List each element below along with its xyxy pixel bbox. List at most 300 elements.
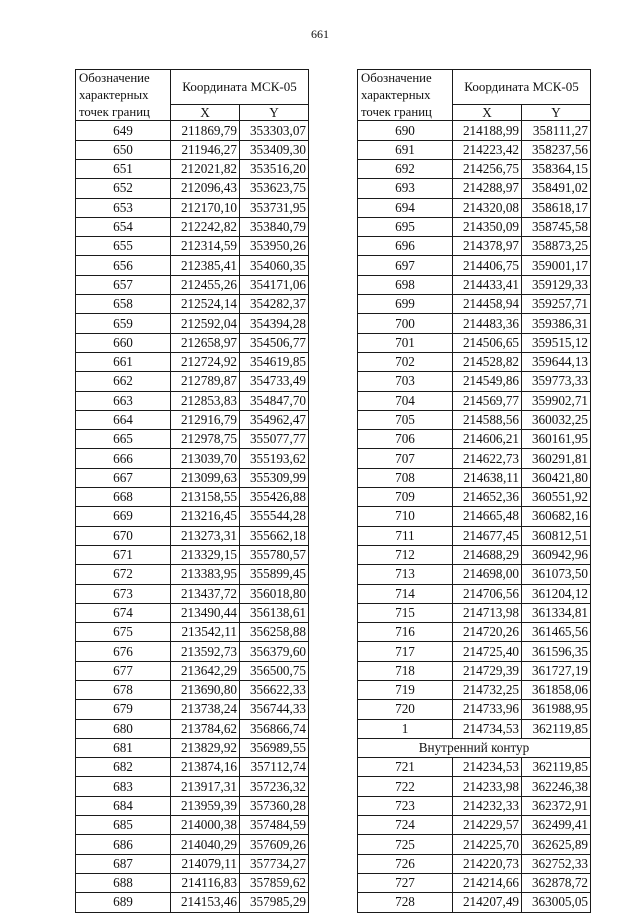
table-row: [358, 410, 591, 429]
coord-y: 358237,56: [522, 140, 591, 159]
coord-y: 356989,55: [240, 738, 309, 757]
coord-x: 214638,11: [453, 468, 522, 487]
coord-y: 355426,88: [240, 488, 309, 507]
point-number: 726: [358, 854, 453, 873]
point-number: 653: [76, 198, 171, 217]
point-number: 664: [76, 410, 171, 429]
point-number: 680: [76, 719, 171, 738]
coord-x: 212314,59: [171, 237, 240, 256]
coord-x: 214350,09: [453, 217, 522, 236]
coord-x: 214698,00: [453, 565, 522, 584]
table-row: [76, 217, 309, 236]
coord-y: 355899,45: [240, 565, 309, 584]
table-body-right: [358, 121, 591, 912]
coord-x: 214733,96: [453, 700, 522, 719]
point-number: 672: [76, 565, 171, 584]
point-number: 654: [76, 217, 171, 236]
coord-x: 213917,31: [171, 777, 240, 796]
coord-y: 357360,28: [240, 796, 309, 815]
coord-y: 355544,28: [240, 507, 309, 526]
coord-x: 214406,75: [453, 256, 522, 275]
coord-x: 214256,75: [453, 159, 522, 178]
coord-y: 361988,95: [522, 700, 591, 719]
point-number: 656: [76, 256, 171, 275]
point-number: 708: [358, 468, 453, 487]
coordinates-table-right: [357, 69, 591, 913]
coord-y: 361596,35: [522, 642, 591, 661]
coord-y: 360812,51: [522, 526, 591, 545]
point-number: 700: [358, 314, 453, 333]
point-number: 720: [358, 700, 453, 719]
coord-x: 211869,79: [171, 121, 240, 140]
point-number: 711: [358, 526, 453, 545]
table-row: [76, 526, 309, 545]
point-number: 683: [76, 777, 171, 796]
point-number: 721: [358, 758, 453, 777]
point-number: 677: [76, 661, 171, 680]
coord-x: 214214,66: [453, 873, 522, 892]
coord-x: 214232,33: [453, 796, 522, 815]
table-row: [358, 140, 591, 159]
page-number: 661: [311, 27, 329, 41]
coord-y: 362752,33: [522, 854, 591, 873]
point-number: 682: [76, 758, 171, 777]
point-number: 707: [358, 449, 453, 468]
coord-x: 213738,24: [171, 700, 240, 719]
table-row: [358, 256, 591, 275]
section-label-inner-contour: Внутренний контур: [358, 738, 591, 757]
table-row: [358, 700, 591, 719]
coord-y: 360161,95: [522, 430, 591, 449]
table-row: [76, 198, 309, 217]
point-number: 725: [358, 835, 453, 854]
point-number: 673: [76, 584, 171, 603]
point-number: 719: [358, 681, 453, 700]
coord-y: 353731,95: [240, 198, 309, 217]
coord-x: 213329,15: [171, 545, 240, 564]
coord-x: 214288,97: [453, 179, 522, 198]
coord-x: 214713,98: [453, 603, 522, 622]
coord-x: 212916,79: [171, 410, 240, 429]
table-row: [76, 893, 309, 912]
header-coordinate-system: Координата МСК-05: [171, 70, 309, 105]
point-number: 689: [76, 893, 171, 912]
table-row: [358, 352, 591, 371]
table-row: [76, 758, 309, 777]
coord-x: 214528,82: [453, 352, 522, 371]
table-row: [76, 796, 309, 815]
table-row: [358, 854, 591, 873]
coord-x: 214000,38: [171, 816, 240, 835]
point-number: 727: [358, 873, 453, 892]
header-point-label: Обозначение характерных точек границ: [76, 70, 171, 121]
coord-y: 360421,80: [522, 468, 591, 487]
coord-x: 214116,83: [171, 873, 240, 892]
coord-y: 361727,19: [522, 661, 591, 680]
point-number: 669: [76, 507, 171, 526]
coord-x: 212658,97: [171, 333, 240, 352]
point-number: 691: [358, 140, 453, 159]
coord-y: 362499,41: [522, 816, 591, 835]
table-row: [76, 700, 309, 719]
table-row: [76, 777, 309, 796]
coord-y: 354171,06: [240, 275, 309, 294]
coord-y: 354619,85: [240, 352, 309, 371]
coord-y: 358618,17: [522, 198, 591, 217]
coord-x: 214040,29: [171, 835, 240, 854]
header-point-label: Обозначение характерных точек границ: [358, 70, 453, 121]
coord-y: 356379,60: [240, 642, 309, 661]
coord-x: 214549,86: [453, 372, 522, 391]
coord-x: 214665,48: [453, 507, 522, 526]
table-row: [76, 314, 309, 333]
table-row: [76, 719, 309, 738]
table-row: [358, 449, 591, 468]
point-number: 709: [358, 488, 453, 507]
point-number: 668: [76, 488, 171, 507]
coord-y: 361465,56: [522, 623, 591, 642]
coord-y: 357112,74: [240, 758, 309, 777]
point-number: 695: [358, 217, 453, 236]
point-number: 675: [76, 623, 171, 642]
coord-y: 359644,13: [522, 352, 591, 371]
coord-x: 214234,53: [453, 758, 522, 777]
table-row: [358, 372, 591, 391]
point-number: 678: [76, 681, 171, 700]
coord-y: 362246,38: [522, 777, 591, 796]
coord-y: 361858,06: [522, 681, 591, 700]
coord-y: 353840,79: [240, 217, 309, 236]
header-coordinate-system: Координата МСК-05: [453, 70, 591, 105]
coord-y: 353623,75: [240, 179, 309, 198]
table-row: [76, 642, 309, 661]
coord-x: 212455,26: [171, 275, 240, 294]
table-row: [76, 738, 309, 757]
table-row: [76, 816, 309, 835]
coord-x: 213490,44: [171, 603, 240, 622]
coord-y: 359902,71: [522, 391, 591, 410]
coord-x: 212724,92: [171, 352, 240, 371]
coord-y: 356622,33: [240, 681, 309, 700]
coord-y: 362119,85: [522, 719, 591, 738]
coord-y: 357484,59: [240, 816, 309, 835]
table-row: [358, 198, 591, 217]
coord-x: 214734,53: [453, 719, 522, 738]
coord-y: 355193,62: [240, 449, 309, 468]
table-row: [76, 430, 309, 449]
table-row: [358, 777, 591, 796]
coord-x: 214233,98: [453, 777, 522, 796]
point-number: 1: [358, 719, 453, 738]
point-number: 649: [76, 121, 171, 140]
point-number: 687: [76, 854, 171, 873]
coord-x: 214229,57: [453, 816, 522, 835]
coord-x: 213542,11: [171, 623, 240, 642]
table-row: [358, 623, 591, 642]
table-row: [358, 873, 591, 892]
table-row: [76, 275, 309, 294]
point-number: 703: [358, 372, 453, 391]
coord-x: 212242,82: [171, 217, 240, 236]
point-number: 716: [358, 623, 453, 642]
point-number: 722: [358, 777, 453, 796]
table-row: [358, 488, 591, 507]
table-row: [358, 430, 591, 449]
coord-x: 214506,65: [453, 333, 522, 352]
coord-y: 359001,17: [522, 256, 591, 275]
coord-y: 357609,26: [240, 835, 309, 854]
table-row: [358, 758, 591, 777]
coord-y: 356258,88: [240, 623, 309, 642]
coord-y: 355077,77: [240, 430, 309, 449]
coord-x: 212789,87: [171, 372, 240, 391]
point-number: 665: [76, 430, 171, 449]
table-row: [358, 295, 591, 314]
coord-x: 214378,97: [453, 237, 522, 256]
point-number: 693: [358, 179, 453, 198]
table-row: [358, 603, 591, 622]
table-row: [358, 545, 591, 564]
table-row: [358, 391, 591, 410]
coord-x: 214188,99: [453, 121, 522, 140]
coord-y: 353516,20: [240, 159, 309, 178]
table-row: [358, 237, 591, 256]
coord-y: 362372,91: [522, 796, 591, 815]
coord-x: 214223,42: [453, 140, 522, 159]
coord-y: 354394,28: [240, 314, 309, 333]
coord-x: 214483,36: [453, 314, 522, 333]
coord-y: 354282,37: [240, 295, 309, 314]
table-row: [358, 565, 591, 584]
coord-y: 357985,29: [240, 893, 309, 912]
coord-x: 214153,46: [171, 893, 240, 912]
point-number: 685: [76, 816, 171, 835]
point-number: 715: [358, 603, 453, 622]
point-number: 650: [76, 140, 171, 159]
table-row: [76, 256, 309, 275]
point-number: 659: [76, 314, 171, 333]
table-row: [76, 854, 309, 873]
table-row: [76, 410, 309, 429]
point-number: 660: [76, 333, 171, 352]
coord-x: 213273,31: [171, 526, 240, 545]
coord-y: 356018,80: [240, 584, 309, 603]
coord-y: 361334,81: [522, 603, 591, 622]
point-number: 697: [358, 256, 453, 275]
table-row: [358, 526, 591, 545]
table-row: [358, 661, 591, 680]
table-row: [76, 681, 309, 700]
coord-y: 360942,96: [522, 545, 591, 564]
coord-y: 359773,33: [522, 372, 591, 391]
table-row: [76, 449, 309, 468]
table-row: [76, 488, 309, 507]
coord-y: 361073,50: [522, 565, 591, 584]
coord-y: 359515,12: [522, 333, 591, 352]
coord-y: 356866,74: [240, 719, 309, 738]
coord-y: 360032,25: [522, 410, 591, 429]
table-row: [358, 642, 591, 661]
coord-x: 213874,16: [171, 758, 240, 777]
table-row: [358, 835, 591, 854]
coord-x: 212385,41: [171, 256, 240, 275]
point-number: 706: [358, 430, 453, 449]
coord-x: 212978,75: [171, 430, 240, 449]
point-number: 724: [358, 816, 453, 835]
point-number: 658: [76, 295, 171, 314]
table-row: [76, 835, 309, 854]
coord-x: 214622,73: [453, 449, 522, 468]
point-number: 696: [358, 237, 453, 256]
coord-x: 214732,25: [453, 681, 522, 700]
coord-y: 354060,35: [240, 256, 309, 275]
table-row: [76, 140, 309, 159]
table-row: [358, 314, 591, 333]
coord-y: 357236,32: [240, 777, 309, 796]
coord-y: 359129,33: [522, 275, 591, 294]
coord-x: 214688,29: [453, 545, 522, 564]
table-row: [76, 468, 309, 487]
coord-x: 213592,73: [171, 642, 240, 661]
coord-y: 356744,33: [240, 700, 309, 719]
coord-x: 212853,83: [171, 391, 240, 410]
table-row: [358, 816, 591, 835]
coord-x: 213099,63: [171, 468, 240, 487]
table-row: [358, 159, 591, 178]
point-number: 670: [76, 526, 171, 545]
point-number: 662: [76, 372, 171, 391]
point-number: 728: [358, 893, 453, 912]
coord-x: 213216,45: [171, 507, 240, 526]
coord-y: 357859,62: [240, 873, 309, 892]
table-row: [76, 179, 309, 198]
coord-x: 214706,56: [453, 584, 522, 603]
coord-y: 354847,70: [240, 391, 309, 410]
coord-x: 214225,70: [453, 835, 522, 854]
coord-x: 214720,26: [453, 623, 522, 642]
coord-x: 214433,41: [453, 275, 522, 294]
point-number: 661: [76, 352, 171, 371]
point-number: 667: [76, 468, 171, 487]
coord-y: 357734,27: [240, 854, 309, 873]
table-row: [76, 661, 309, 680]
point-number: 702: [358, 352, 453, 371]
point-number: 699: [358, 295, 453, 314]
point-number: 651: [76, 159, 171, 178]
point-number: 705: [358, 410, 453, 429]
table-row: [358, 217, 591, 236]
point-number: 681: [76, 738, 171, 757]
table-row: [358, 893, 591, 912]
point-number: 714: [358, 584, 453, 603]
point-number: 657: [76, 275, 171, 294]
coord-y: 355780,57: [240, 545, 309, 564]
table-row: [358, 121, 591, 140]
header-x: X: [453, 105, 522, 121]
point-number: 666: [76, 449, 171, 468]
coord-x: 214606,21: [453, 430, 522, 449]
header-y: Y: [240, 105, 309, 121]
table-row: [76, 507, 309, 526]
coord-y: 362625,89: [522, 835, 591, 854]
point-number: 712: [358, 545, 453, 564]
point-number: 686: [76, 835, 171, 854]
coord-y: 362878,72: [522, 873, 591, 892]
coord-x: 214079,11: [171, 854, 240, 873]
coord-y: 358364,15: [522, 159, 591, 178]
coord-y: 362119,85: [522, 758, 591, 777]
point-number: 676: [76, 642, 171, 661]
coord-x: 214588,56: [453, 410, 522, 429]
point-number: 718: [358, 661, 453, 680]
point-number: 684: [76, 796, 171, 815]
coord-x: 213784,62: [171, 719, 240, 738]
header-y: Y: [522, 105, 591, 121]
coord-y: 353303,07: [240, 121, 309, 140]
coord-y: 354733,49: [240, 372, 309, 391]
coord-y: 358745,58: [522, 217, 591, 236]
coord-x: 213437,72: [171, 584, 240, 603]
coord-x: 212592,04: [171, 314, 240, 333]
table-row: [358, 275, 591, 294]
table-row: [76, 333, 309, 352]
coord-x: 214652,36: [453, 488, 522, 507]
coord-x: 213642,29: [171, 661, 240, 680]
coord-x: 212096,43: [171, 179, 240, 198]
point-number: 671: [76, 545, 171, 564]
coord-y: 358873,25: [522, 237, 591, 256]
point-number: 717: [358, 642, 453, 661]
point-number: 713: [358, 565, 453, 584]
coordinates-table-left: [75, 69, 309, 913]
point-number: 674: [76, 603, 171, 622]
table-row: [76, 623, 309, 642]
coord-x: 214207,49: [453, 893, 522, 912]
table-row: [76, 545, 309, 564]
coord-y: 359386,31: [522, 314, 591, 333]
coord-y: 356138,61: [240, 603, 309, 622]
table-row: [76, 603, 309, 622]
point-number: 710: [358, 507, 453, 526]
table-row: [358, 796, 591, 815]
coord-y: 354962,47: [240, 410, 309, 429]
coord-x: 212524,14: [171, 295, 240, 314]
coord-y: 356500,75: [240, 661, 309, 680]
coord-x: 213039,70: [171, 449, 240, 468]
coord-x: 212170,10: [171, 198, 240, 217]
coord-y: 358111,27: [522, 121, 591, 140]
coord-y: 353950,26: [240, 237, 309, 256]
table-row: [76, 565, 309, 584]
coord-x: 214458,94: [453, 295, 522, 314]
table-row: [76, 159, 309, 178]
coord-y: 360291,81: [522, 449, 591, 468]
coord-y: 360551,92: [522, 488, 591, 507]
table-row: [358, 333, 591, 352]
table-row: [76, 873, 309, 892]
table-row: [76, 352, 309, 371]
coord-x: 212021,82: [171, 159, 240, 178]
point-number: 688: [76, 873, 171, 892]
coord-y: 359257,71: [522, 295, 591, 314]
point-number: 694: [358, 198, 453, 217]
table-row: [358, 468, 591, 487]
point-number: 652: [76, 179, 171, 198]
coord-x: 213383,95: [171, 565, 240, 584]
coord-x: 214729,39: [453, 661, 522, 680]
coord-y: 353409,30: [240, 140, 309, 159]
coord-x: 213158,55: [171, 488, 240, 507]
